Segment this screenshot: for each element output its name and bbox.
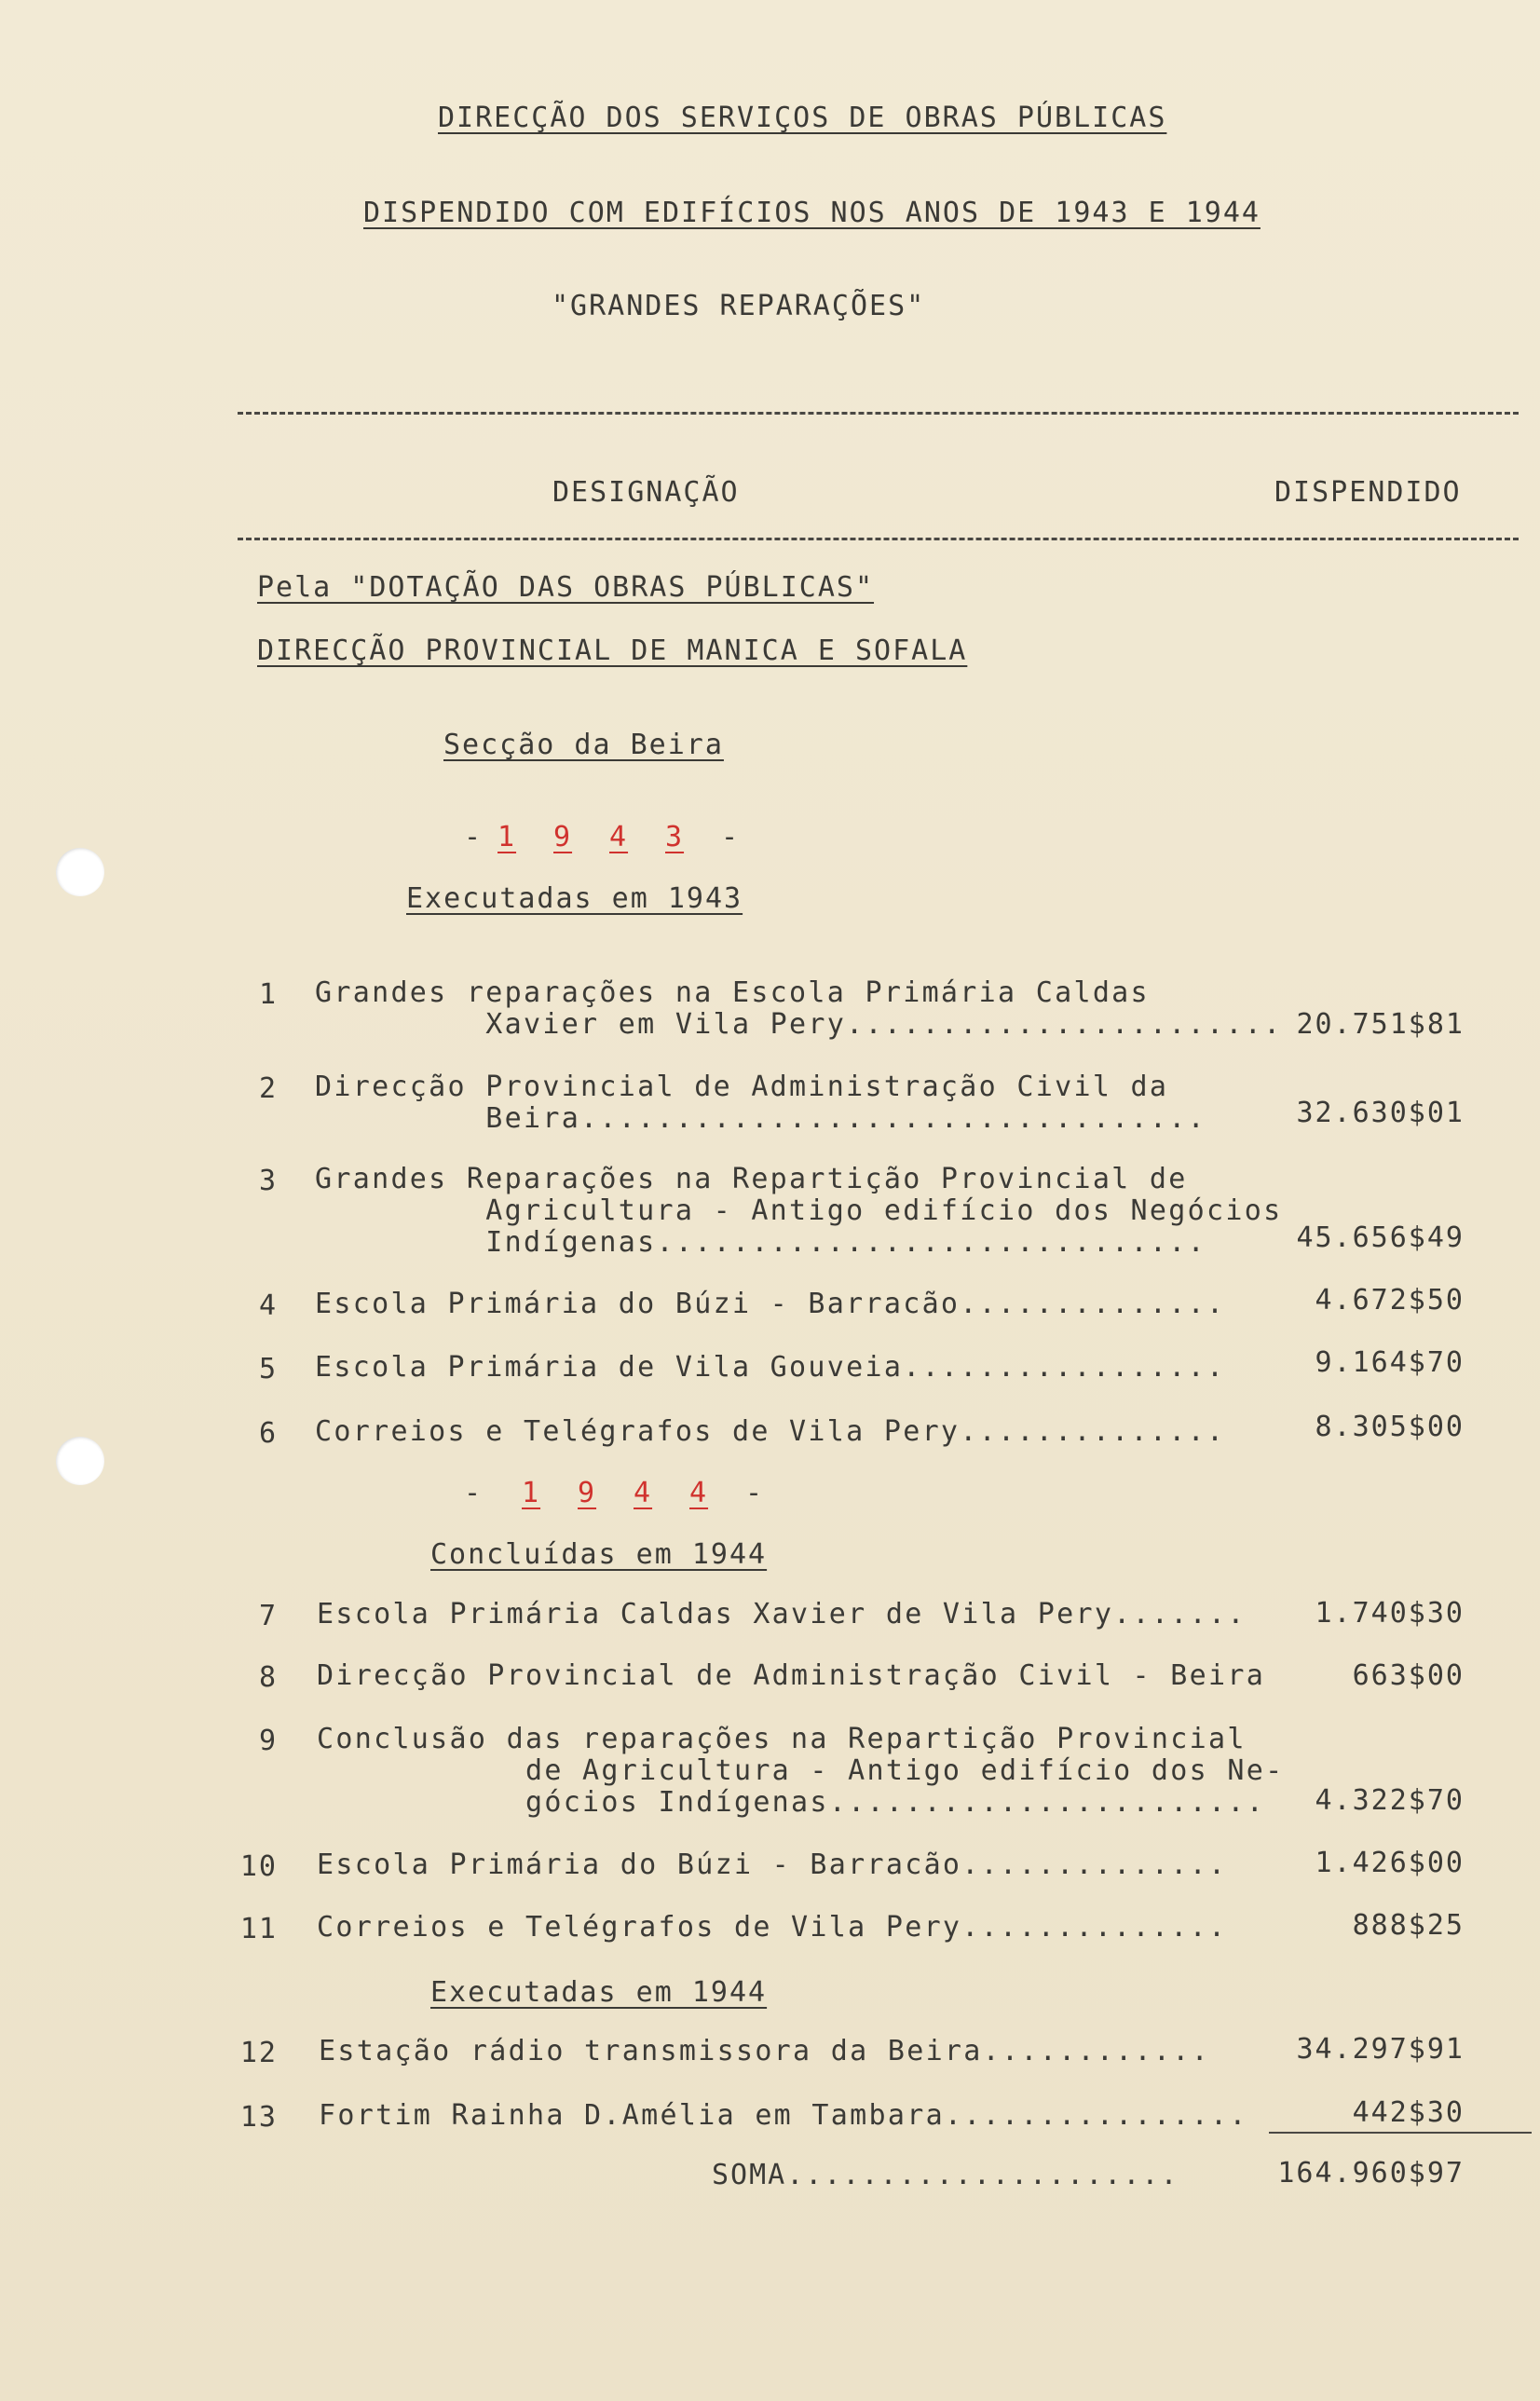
divider: [238, 538, 1519, 540]
item-amount: 32.630$01: [1296, 1097, 1465, 1129]
item-description: Fortim Rainha D.Amélia em Tambara................: [319, 2099, 1248, 2132]
item-description: Correios e Telégrafos de Vila Pery..............: [315, 1415, 1226, 1448]
funding-source: Pela "DOTAÇÃO DAS OBRAS PÚBLICAS": [257, 571, 875, 604]
item-number: 3: [258, 1165, 278, 1197]
item-amount: 1.426$00: [1315, 1847, 1465, 1879]
year-dash: -: [745, 1477, 765, 1509]
divider: [238, 412, 1519, 415]
item-amount: 45.656$49: [1296, 1221, 1465, 1254]
year-digit: 4: [609, 821, 629, 853]
item-number: 4: [258, 1289, 278, 1322]
item-number: 7: [258, 1600, 278, 1632]
year-digit: 1: [522, 1477, 541, 1509]
provincial-directorate: DIRECÇÃO PROVINCIAL DE MANICA E SOFALA: [257, 634, 968, 667]
subsection-executed-1943: Executadas em 1943: [406, 882, 743, 915]
header-subtitle: DISPENDIDO COM EDIFÍCIOS NOS ANOS DE 1943 E 1944: [363, 197, 1261, 229]
punch-hole: [56, 1437, 104, 1485]
item-number: 13: [239, 2101, 278, 2134]
subsection-executed-1944: Executadas em 1944: [430, 1976, 768, 2009]
item-description: Escola Primária de Vila Gouveia.................: [315, 1351, 1226, 1384]
year-dash: -: [464, 821, 484, 853]
section-title: Secção da Beira: [443, 729, 724, 761]
item-description: Correios e Telégrafos de Vila Pery..............: [317, 1911, 1228, 1944]
item-description: Direcção Provincial de Administração Civil da Beira.................................: [315, 1071, 1206, 1135]
item-number: 6: [258, 1417, 278, 1450]
year-digit: 4: [634, 1477, 653, 1509]
year-digit: 4: [689, 1477, 709, 1509]
item-number: 12: [239, 2037, 278, 2069]
item-amount: 9.164$70: [1315, 1346, 1465, 1379]
year-dash: -: [721, 821, 741, 853]
item-description: Escola Primária Caldas Xavier de Vila Pery.......: [317, 1598, 1247, 1630]
item-amount: 34.297$91: [1296, 2033, 1465, 2066]
item-amount: 4.672$50: [1315, 1284, 1465, 1316]
item-number: 5: [258, 1353, 278, 1385]
item-number: 9: [258, 1725, 278, 1757]
item-number: 1: [258, 978, 278, 1011]
total-label: SOMA.....................: [712, 2159, 1179, 2191]
item-description: Conclusão das reparações na Repartição Provincial de Agricultura - Antigo edifício dos Ne- gócios Indígenas.......................: [317, 1723, 1285, 1819]
item-description: Estação rádio transmissora da Beira............: [319, 2035, 1210, 2067]
item-description: Grandes reparações na Escola Primária Caldas Xavier em Vila Pery.......................: [315, 976, 1283, 1041]
item-description: Direcção Provincial de Administração Civil - Beira: [317, 1659, 1266, 1692]
column-designation: DESIGNAÇÃO: [552, 476, 740, 509]
header-category: "GRANDES REPARAÇÕES": [552, 290, 926, 322]
item-amount: 20.751$81: [1296, 1008, 1465, 1041]
item-number: 11: [239, 1913, 278, 1945]
item-description: Grandes Reparações na Repartição Provincial de Agricultura - Antigo edifício dos Negócios Indígenas.............................: [315, 1163, 1283, 1259]
year-digit: 9: [578, 1477, 597, 1509]
header-title: DIRECÇÃO DOS SERVIÇOS DE OBRAS PÚBLICAS: [438, 102, 1167, 134]
item-description: Escola Primária do Búzi - Barracão..............: [315, 1288, 1226, 1320]
item-amount: 663$00: [1352, 1659, 1465, 1692]
item-amount: 442$30: [1352, 2096, 1465, 2129]
item-number: 10: [239, 1850, 278, 1883]
year-dash: -: [464, 1477, 484, 1509]
item-amount: 1.740$30: [1315, 1597, 1465, 1630]
punch-hole: [56, 848, 104, 896]
item-number: 8: [258, 1661, 278, 1694]
item-amount: 888$25: [1352, 1909, 1465, 1942]
subsection-concluded-1944: Concluídas em 1944: [430, 1538, 768, 1571]
year-digit: 1: [497, 821, 517, 853]
item-number: 2: [258, 1072, 278, 1105]
year-digit: 9: [553, 821, 573, 853]
item-amount: 4.322$70: [1315, 1784, 1465, 1817]
item-description: Escola Primária do Búzi - Barracão..............: [317, 1848, 1228, 1881]
item-amount: 8.305$00: [1315, 1411, 1465, 1443]
column-spent: DISPENDIDO: [1274, 476, 1462, 509]
total-amount: 164.960$97: [1277, 2157, 1465, 2190]
year-digit: 3: [665, 821, 685, 853]
total-rule: [1269, 2132, 1532, 2134]
